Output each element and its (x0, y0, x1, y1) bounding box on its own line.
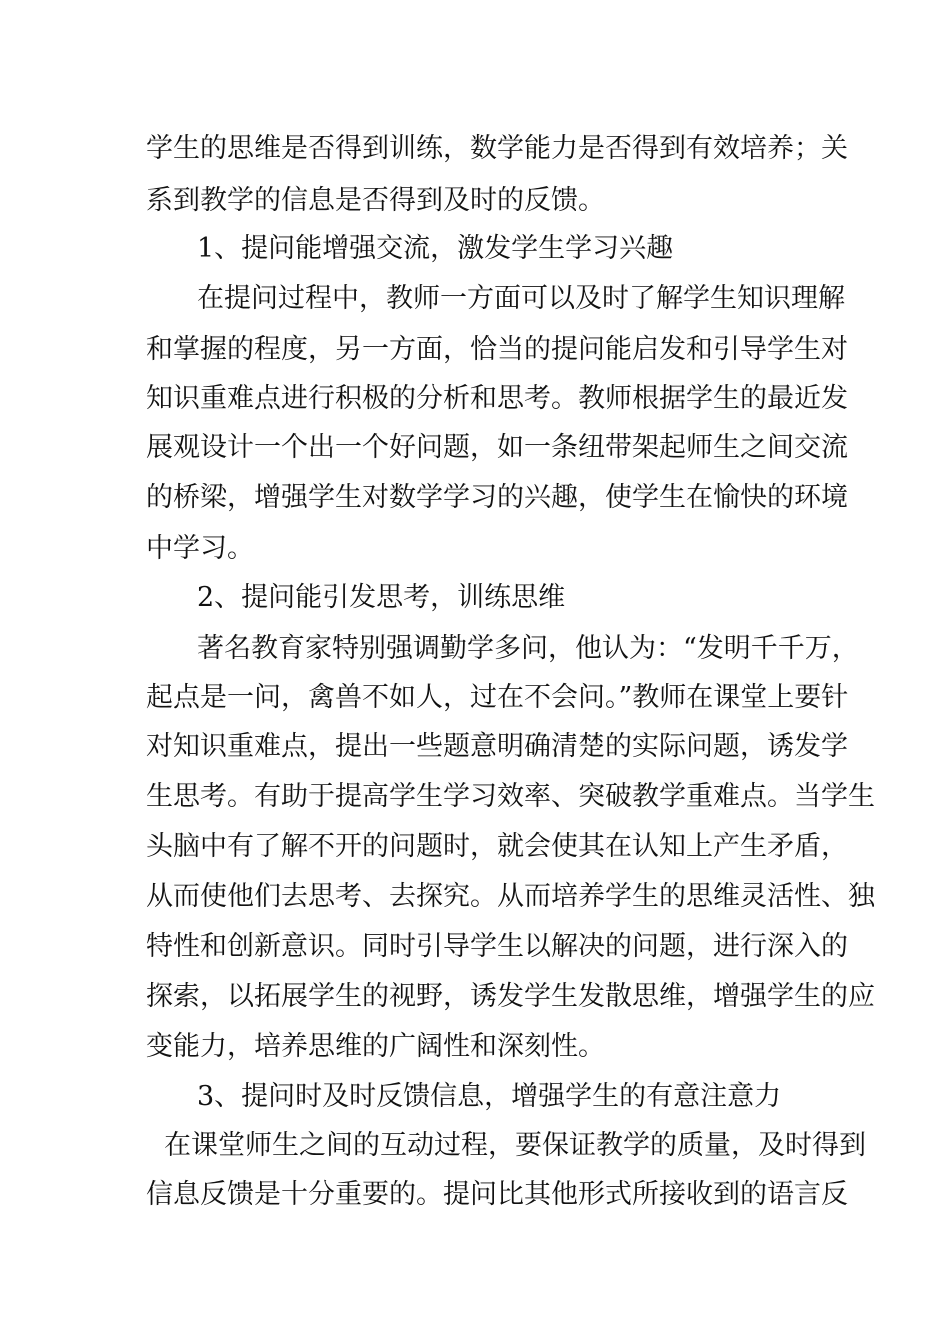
paragraph-line: 在课堂师生之间的互动过程，要保证教学的质量，及时得到 (164, 1130, 866, 1161)
paragraph-line: 知识重难点进行积极的分析和思考。教师根据学生的最近发 (146, 383, 848, 414)
paragraph-line: 在提问过程中，教师一方面可以及时了解学生知识理解 (197, 283, 845, 314)
paragraph-line: 头脑中有了解不开的问题时，就会使其在认知上产生矛盾， (146, 831, 848, 862)
paragraph-line: 学生的思维是否得到训练，数学能力是否得到有效培养；关 (146, 133, 848, 164)
paragraph-line: 著名教育家特别强调勤学多问，他认为：“发明千千万， (197, 633, 859, 664)
paragraph-line: 的桥梁，增强学生对数学学习的兴趣，使学生在愉快的环境 (146, 482, 848, 513)
paragraph-line: 和掌握的程度，另一方面，恰当的提问能启发和引导学生对 (146, 334, 848, 365)
paragraph-line: 探索，以拓展学生的视野，诱发学生发散思维，增强学生的应 (146, 981, 875, 1012)
paragraph-line: 变能力，培养思维的广阔性和深刻性。 (146, 1031, 605, 1062)
section-heading-2: 2、提问能引发思考，训练思维 (197, 582, 566, 613)
paragraph-line: 中学习。 (146, 533, 254, 564)
section-heading-3: 3、提问时及时反馈信息，增强学生的有意注意力 (197, 1081, 782, 1112)
paragraph-line: 起点是一问，禽兽不如人，过在不会问。”教师在课堂上要针 (146, 682, 849, 713)
section-heading-1: 1、提问能增强交流，激发学生学习兴趣 (197, 233, 674, 264)
paragraph-line: 系到教学的信息是否得到及时的反馈。 (146, 185, 605, 216)
paragraph-line: 展观设计一个出一个好问题，如一条纽带架起师生之间交流 (146, 432, 848, 463)
paragraph-line: 从而使他们去思考、去探究。从而培养学生的思维灵活性、独 (146, 881, 875, 912)
paragraph-line: 信息反馈是十分重要的。提问比其他形式所接收到的语言反 (146, 1179, 848, 1210)
paragraph-line: 生思考。有助于提高学生学习效率、突破教学重难点。当学生 (146, 781, 875, 812)
paragraph-line: 对知识重难点，提出一些题意明确清楚的实际问题，诱发学 (146, 731, 848, 762)
paragraph-line: 特性和创新意识。同时引导学生以解决的问题，进行深入的 (146, 931, 848, 962)
